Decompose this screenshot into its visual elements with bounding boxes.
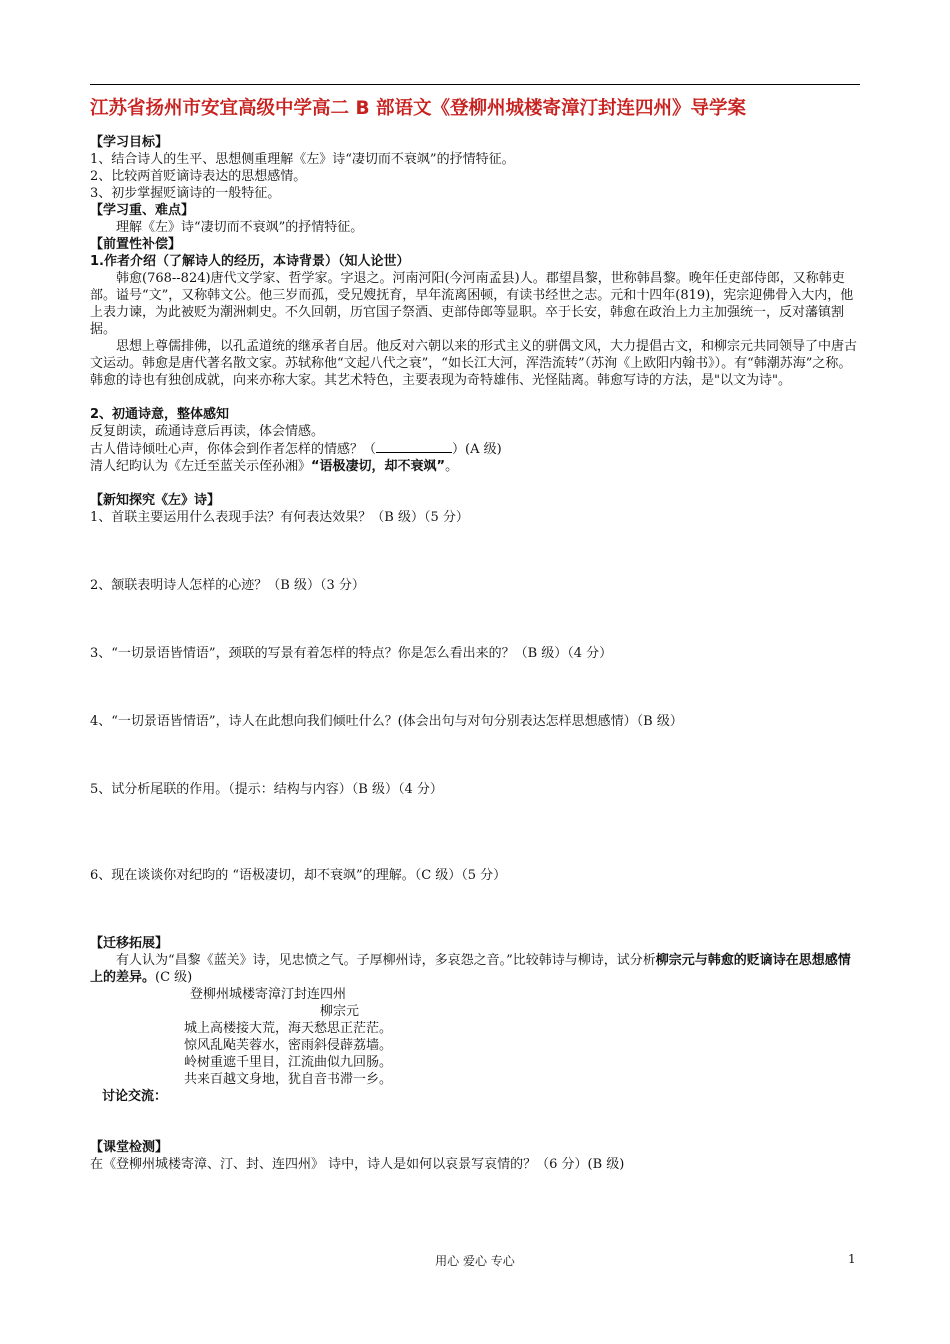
quote-text: “语极凄切，却不衰飒” bbox=[311, 459, 446, 474]
section-heading-keypoints: 【学习重、难点】 bbox=[90, 203, 195, 218]
goal-item: 3、初步掌握贬谪诗的一般特征。 bbox=[90, 186, 281, 201]
poem-line: 共来百越文身地，犹自音书滞一乡。 bbox=[184, 1072, 393, 1087]
extension-emphasis: 柳宗元与韩愈的贬谪诗在思想感情上的差异。 bbox=[90, 953, 851, 985]
poem-title: 登柳州城楼寄漳汀封连四州 bbox=[190, 987, 347, 1002]
extension-text: 有人认为“昌黎《蓝关》诗，见忠愤之气。子厚柳州诗，多哀怨之音。”比较韩诗与柳诗，试分析 bbox=[116, 953, 656, 968]
question-text: 古人借诗倾吐心声，你体会到作者怎样的情感？（ bbox=[90, 442, 377, 457]
reading-line-1: 反复朗读，疏通诗意后再读，体会情感。 bbox=[90, 424, 325, 439]
question-level: ）(A 级) bbox=[452, 442, 502, 457]
subheading-author-intro: 1.作者介绍（了解诗人的经历，本诗背景）（知人论世） bbox=[90, 254, 410, 269]
goal-item: 2、比较两首贬谪诗表达的思想感情。 bbox=[90, 169, 307, 184]
discussion-label: 讨论交流： bbox=[102, 1089, 168, 1104]
poem-line: 岭树重遮千里目，江流曲似九回肠。 bbox=[184, 1055, 393, 1070]
document-title: 江苏省扬州市安宜高级中学高二 B 部语文《登柳州城楼寄漳汀封连四州》导学案 bbox=[90, 98, 746, 119]
extension-prompt bbox=[90, 952, 860, 986]
poem-line: 惊风乱飐芙蓉水，密雨斜侵薜荔墙。 bbox=[184, 1038, 393, 1053]
question-3: 3、“一切景语皆情语”，颈联的写景有着怎样的特点？你是怎么看出来的？（B 级）（4 分） bbox=[90, 646, 613, 661]
footer-slogan: 用心 爱心 专心 bbox=[435, 1254, 515, 1268]
author-paragraph-3: 韩愈的诗也有独创成就，向来亦称大家。其艺术特色，主要表现为奇特雄伟、光怪陆离。韩愈写诗的方法，是"以文为诗"。 bbox=[90, 373, 791, 388]
author-paragraph-2: 思想上尊儒排佛，以孔孟道统的继承者自居。他反对六朝以来的形式主义的骈偶文风，大力提倡古文，和柳宗元共同领导了中唐古文运动。韩愈是唐代著名散文家。苏轼称他“文起八代之衰”，“如长江大河，浑浩流转”（苏洵《上欧阳内翰书》）。有“韩潮苏海”之称。 bbox=[90, 339, 858, 371]
quote-source: 清人纪昀认为《左迁至蓝关示侄孙湘》 bbox=[90, 459, 312, 474]
extension-level: (C 级) bbox=[155, 970, 193, 985]
page-number: 1 bbox=[848, 1252, 856, 1266]
document-body bbox=[90, 134, 860, 1173]
quiz-question: 在《登柳州城楼寄漳、汀、封、连四州》 诗中，诗人是如何以哀景写哀情的？（6 分）(B 级) bbox=[90, 1157, 625, 1172]
header-rule bbox=[90, 84, 860, 85]
answer-blank[interactable] bbox=[376, 440, 452, 453]
section-heading-quiz: 【课堂检测】 bbox=[90, 1140, 169, 1155]
section-heading-preview: 【前置性补偿】 bbox=[90, 237, 182, 252]
subheading-reading: 2、初通诗意，整体感知 bbox=[90, 407, 230, 422]
question-1: 1、首联主要运用什么表现手法？有何表达效果？（B 级）（5 分） bbox=[90, 510, 469, 525]
question-6: 6、现在谈谈你对纪昀的 “语极凄切，却不衰飒”的理解。（C 级）（5 分） bbox=[90, 868, 507, 883]
reading-line-3 bbox=[90, 458, 860, 475]
question-2: 2、颔联表明诗人怎样的心迹？（B 级）（3 分） bbox=[90, 578, 365, 593]
reading-line-2 bbox=[90, 440, 860, 458]
section-heading-extension: 【迁移拓展】 bbox=[90, 936, 169, 951]
poem-author: 柳宗元 bbox=[320, 1004, 360, 1019]
quote-end: 。 bbox=[445, 459, 459, 474]
section-heading-explore: 【新知探究《左》诗】 bbox=[90, 493, 221, 508]
question-5: 5、试分析尾联的作用。（提示：结构与内容）（B 级）（4 分） bbox=[90, 782, 443, 797]
author-paragraph-1: 韩愈(768--824)唐代文学家、哲学家。字退之。河南河阳(今河南孟县)人。郡望昌黎，世称韩昌黎。晚年任吏部侍郎，又称韩吏部。谥号“文”，又称韩文公。他三岁而孤，受兄嫂抚育，早年流离困顿，有读书经世之志。元和十四年(819)，宪宗迎佛骨入大内，他上表力谏，为此被贬为潮洲刺史。不久回朝，历官国子祭酒、吏部侍郎等显职。卒于长安，韩愈在政治上力主加强统一，反对藩镇割据。 bbox=[90, 271, 854, 337]
section-heading-goals: 【学习目标】 bbox=[90, 135, 169, 150]
poem-line: 城上高楼接大荒，海天愁思正茫茫。 bbox=[184, 1021, 393, 1036]
keypoints-text: 理解《左》诗“凄切而不衰飒”的抒情特征。 bbox=[116, 220, 364, 235]
poem-block bbox=[184, 986, 860, 1088]
question-4: 4、“一切景语皆情语”，诗人在此想向我们倾吐什么？(体会出句与对句分别表达怎样思想感情）（B 级） bbox=[90, 714, 683, 729]
goal-item: 1、结合诗人的生平、思想侧重理解《左》诗“凄切而不衰飒”的抒情特征。 bbox=[90, 152, 515, 167]
